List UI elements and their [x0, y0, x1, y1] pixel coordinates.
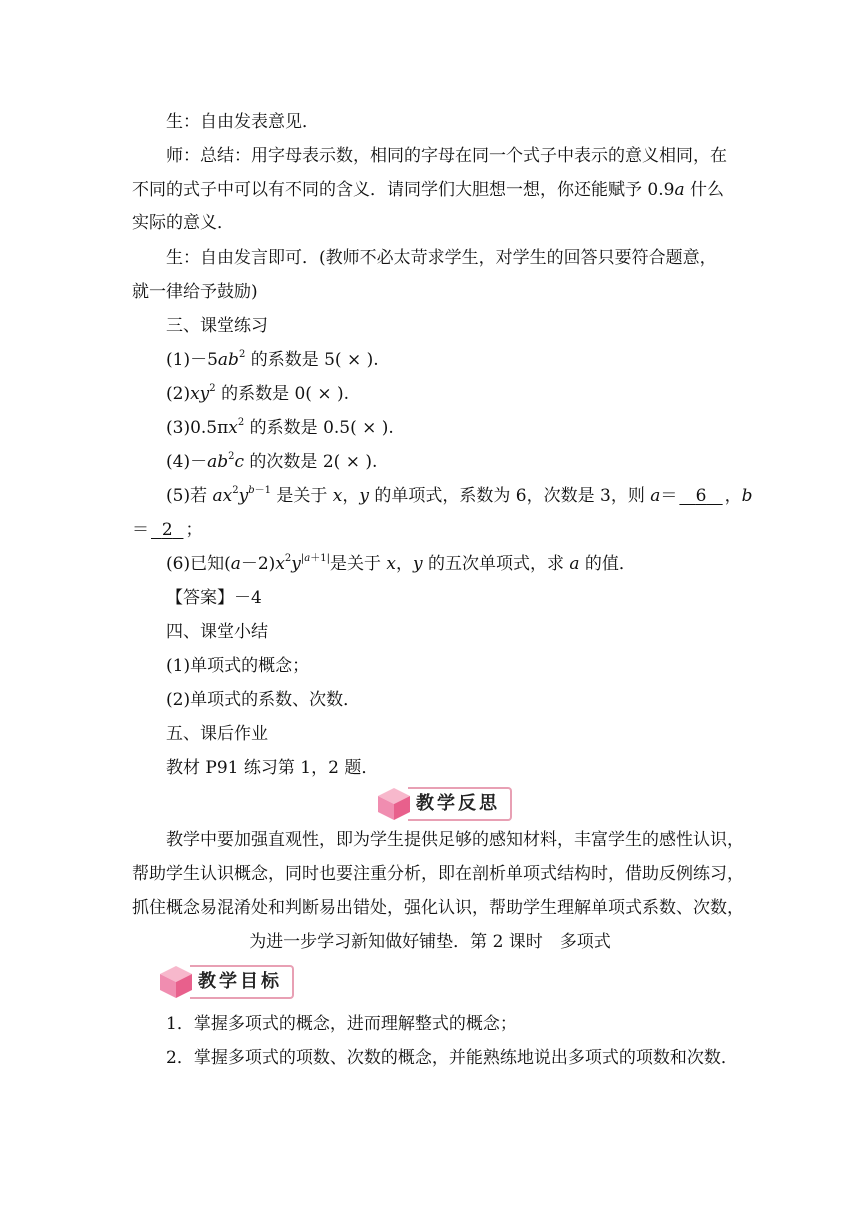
- paragraph-student-1: 生：自由发表意见．: [166, 112, 319, 132]
- answer-blank-b: [149, 518, 185, 542]
- reflection-badge-label: 教学反思: [408, 787, 512, 821]
- exercise-5: (5)若 $ax^2y^{b-1}$ 是关于 x，y 的单项式，系数为 6，次数是 3，则 a＝ 6 ，b: [166, 485, 753, 506]
- paragraph-teacher-summary-cont: [132, 178, 732, 202]
- text-span: 不同的式子中可以有不同的含义．请同学们大胆想一想，你还能赋予 0.9: [132, 180, 675, 200]
- paragraph-teacher-summary: 师：总结：用字母表示数，相同的字母在同一个式子中表示的意义相同，在: [166, 146, 727, 166]
- equals: ＝: [132, 520, 149, 540]
- section-5-heading: 五、课后作业: [166, 724, 268, 744]
- cube-icon: [376, 786, 412, 822]
- answer-blank-a: [677, 484, 724, 508]
- exercise-2: $(2)xy^2$ 的系数是 0( × ).: [166, 383, 350, 404]
- answer-a: 6: [695, 486, 707, 506]
- paragraph-teacher-summary-end: 实际的意义．: [132, 213, 234, 233]
- paragraph-student-2-cont: 就一律给予鼓励): [132, 282, 258, 302]
- reflection-line-4: 为进一步学习新知做好铺垫．第 2 课时 多项式: [249, 932, 611, 952]
- reflection-line-2: 帮助学生认识概念，同时也要注重分析，即在剖析单项式结构时，借助反例练习，: [132, 864, 744, 884]
- exercise-5-cont: [132, 518, 732, 542]
- reflection-badge: [376, 786, 512, 822]
- answer: 【答案】－4: [166, 588, 262, 608]
- objectives-badge: [158, 964, 294, 1000]
- summary-item-1: (1)单项式的概念；: [166, 656, 310, 676]
- text-span: 什么: [684, 180, 724, 200]
- var-a: a: [674, 180, 685, 200]
- exercise-4: $(4)-ab^2c$ 的次数是 2( × ).: [166, 451, 378, 472]
- homework-item: 教材 P91 练习第 1，2 题．: [166, 758, 379, 778]
- objective-item-2: 2．掌握多项式的项数、次数的概念，并能熟练地说出多项式的项数和次数．: [166, 1048, 738, 1068]
- section-3-heading: 三、课堂练习: [166, 316, 268, 336]
- cube-icon: [158, 964, 194, 1000]
- summary-item-2: (2)单项式的系数、次数．: [166, 690, 361, 710]
- exercise-1: $(1)-5ab^2$ 的系数是 5( × ).: [166, 349, 379, 370]
- exercise-6: (6)已知$(a-2)x^2y^{|a+1|}$是关于 x，y 的五次单项式，求 a 的值．: [166, 553, 636, 574]
- objectives-badge-label: 教学目标: [190, 965, 294, 999]
- reflection-line-3: 抓住概念易混淆处和判断易出错处，强化认识，帮助学生理解单项式系数、次数，: [132, 898, 744, 918]
- section-4-heading: 四、课堂小结: [166, 622, 268, 642]
- paragraph-student-2: 生：自由发言即可．(教师不必太苛求学生，对学生的回答只要符合题意，: [166, 248, 717, 268]
- semicolon: ；: [185, 520, 203, 540]
- answer-b: 2: [161, 520, 173, 540]
- reflection-line-1: 教学中要加强直观性，即为学生提供足够的感知材料，丰富学生的感性认识，: [166, 830, 744, 850]
- objective-item-1: 1．掌握多项式的概念，进而理解整式的概念；: [166, 1014, 517, 1034]
- exercise-3: $(3)0.5\pi x^2$ 的系数是 0.5( × ).: [166, 417, 394, 438]
